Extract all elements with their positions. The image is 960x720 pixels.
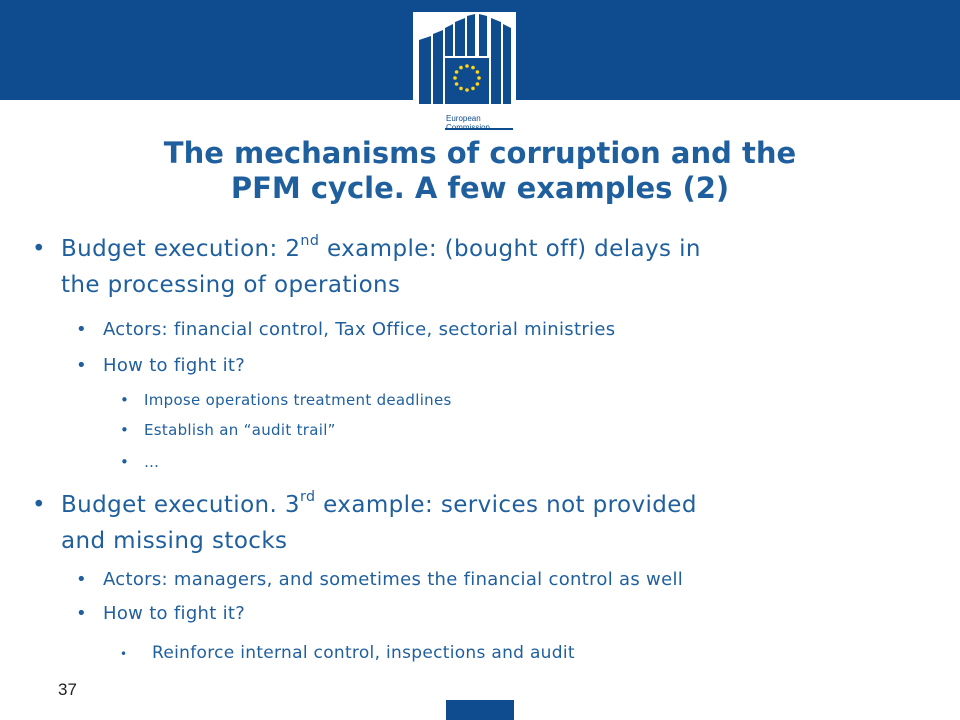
section1-how: How to fight it? <box>103 355 246 376</box>
title-line-1: The mechanisms of corruption and the <box>163 136 797 170</box>
section1-measure-2: Establish an “audit trail” <box>144 421 336 439</box>
section1-actors: Actors: financial control, Tax Office, sectorial ministries <box>103 319 616 340</box>
bullet-icon: • <box>120 421 130 439</box>
section2-actors: Actors: managers, and sometimes the financial control as well <box>103 569 684 590</box>
section1-heading-pre: Budget execution: 2 <box>61 236 301 262</box>
bullet-icon: • <box>76 569 87 590</box>
bullet-icon: • <box>120 391 130 409</box>
section2-measure-1: Reinforce internal control, inspections and audit <box>152 643 575 663</box>
section1-measure-1: Impose operations treatment deadlines <box>144 391 452 409</box>
logo-line-european: European <box>446 114 481 123</box>
bullet-icon: • <box>32 492 46 518</box>
bullet-icon: • <box>32 236 46 262</box>
section1-heading-sup: nd <box>300 232 320 249</box>
page-number: 37 <box>58 680 77 699</box>
section2-how: How to fight it? <box>103 603 246 624</box>
section2-heading-pre: Budget execution. 3 <box>61 492 300 518</box>
bullet-icon: • <box>76 319 87 340</box>
section1-heading <box>61 234 701 264</box>
section2-heading-post: example: services not provided <box>315 492 697 518</box>
section1-measure-3: … <box>144 453 160 471</box>
section1-heading-line2: the processing of operations <box>61 272 401 298</box>
section1-heading-post: example: (bought off) delays in <box>319 236 701 262</box>
logo-line-commission: Commission <box>446 123 491 132</box>
bullet-icon: • <box>76 355 87 376</box>
slide-title <box>100 136 860 206</box>
footer-flag-bar <box>446 700 514 720</box>
bullet-icon: • <box>76 603 87 624</box>
section2-heading-sup: rd <box>299 488 316 505</box>
title-line-2: PFM cycle. A few examples (2) <box>230 171 730 205</box>
european-commission-logo <box>413 12 516 132</box>
bullet-icon: • <box>120 647 128 661</box>
logo-wordmark <box>446 114 490 132</box>
bullet-icon: • <box>120 453 130 471</box>
section2-heading-line2: and missing stocks <box>61 528 288 554</box>
section2-heading <box>61 490 697 520</box>
